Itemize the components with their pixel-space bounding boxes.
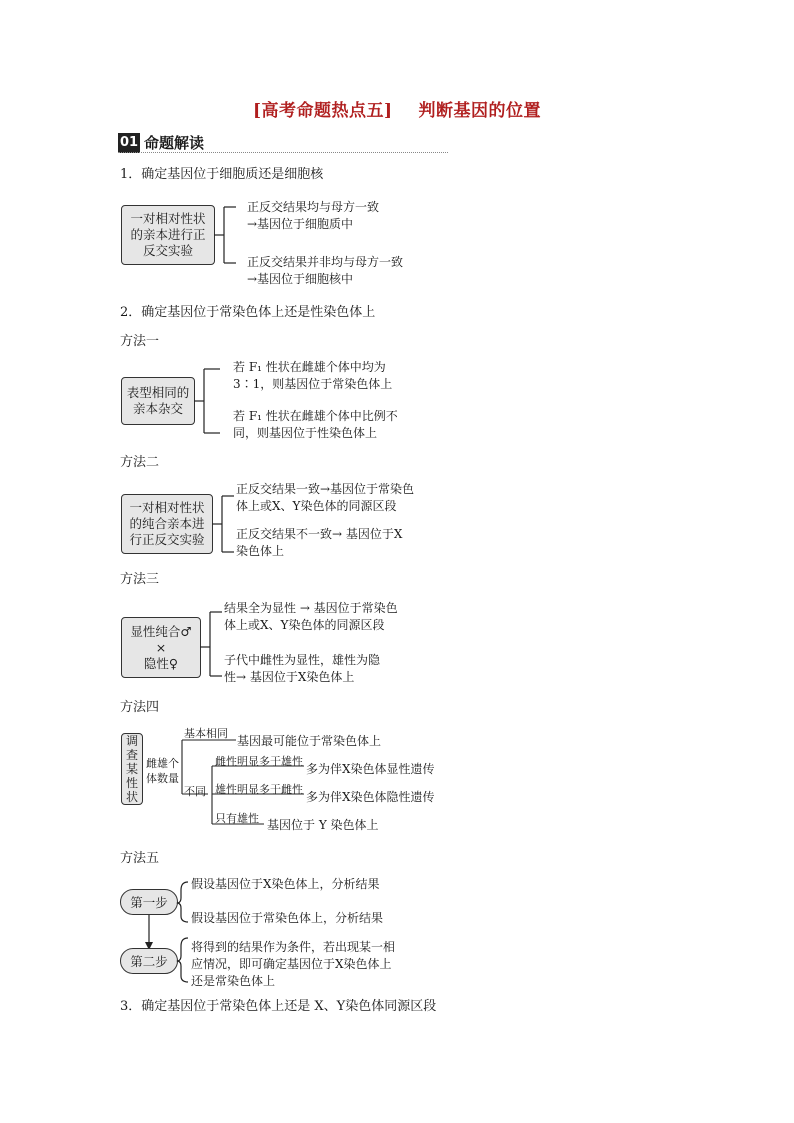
s1-branch1-b: →基因位于细胞质中: [247, 217, 354, 231]
m1-branch2-a: 若 F₁ 性状在雌雄个体中比例不: [233, 409, 398, 423]
m4-count-2: 体数量: [146, 772, 179, 785]
m5-step2: 第二步: [120, 948, 178, 974]
m2-branch2-a: 正反交结果不一致→ 基因位于X: [236, 527, 403, 541]
m3-branch1-a: 结果全为显性 → 基因位于常染色: [224, 601, 398, 615]
m1-branch1-a: 若 F₁ 性状在雌雄个体中均为: [233, 360, 386, 374]
title-bracket: [高考命题热点五]: [252, 101, 393, 121]
section-divider: [118, 152, 448, 153]
s1-branch1-a: 正反交结果均与母方一致: [247, 200, 380, 214]
m4-d1-label: 雌性明显多于雄性: [215, 755, 303, 768]
m4-diff-label: 不同: [184, 785, 206, 798]
method1-label: 方法一: [120, 334, 160, 349]
m3-branch2-b: 性→ 基因位于X染色体上: [224, 670, 355, 684]
heading-2: 2．确定基因位于常染色体上还是性染色体上: [120, 305, 376, 320]
m5-step2-b: 应情况，即可确定基因位于X染色体上: [191, 957, 392, 971]
s1-bracket: [214, 200, 238, 270]
section-label: 命题解读: [144, 134, 205, 152]
m4-same-result: 基因最可能位于常染色体上: [237, 734, 382, 748]
m2-branch2-b: 染色体上: [236, 544, 285, 558]
m4-d2-label: 雄性明显多于雌性: [215, 783, 303, 796]
s1-box: 一对相对性状 的亲本进行正 反交实验: [121, 205, 215, 265]
m4-d3-label: 只有雄性: [215, 812, 259, 825]
m4-count-1: 雌雄个: [146, 757, 179, 770]
m3-bracket: [200, 604, 226, 684]
s1-branch2-a: 正反交结果并非均与母方一致: [247, 255, 404, 269]
m5-step1-a: 假设基因位于X染色体上，分析结果: [191, 877, 380, 891]
m1-bracket: [194, 363, 224, 443]
m2-box: 一对相对性状 的纯合亲本进 行正反交实验: [121, 494, 213, 554]
heading-3: 3．确定基因位于常染色体上还是 X、Y染色体同源区段: [120, 999, 437, 1014]
m2-branch1-a: 正反交结果一致→基因位于常染色: [236, 482, 415, 496]
page-title: [0, 96, 794, 121]
m1-branch1-b: 3∶1，则基因位于常染色体上: [233, 377, 393, 391]
m5-step2-c: 还是常染色体上: [191, 974, 276, 988]
m4-d2-result: 多为伴X染色体隐性遗传: [306, 790, 435, 804]
method5-label: 方法五: [120, 851, 160, 866]
method4-label: 方法四: [120, 700, 160, 715]
m5-step1: 第一步: [120, 889, 178, 915]
method3-label: 方法三: [120, 572, 160, 587]
m2-branch1-b: 体上或X、Y染色体的同源区段: [236, 499, 397, 513]
m2-bracket: [212, 488, 238, 560]
s1-branch2-b: →基因位于细胞核中: [247, 272, 354, 286]
m3-branch2-a: 子代中雌性为显性，雄性为隐: [224, 653, 381, 667]
m4-same-label: 基本相同: [184, 727, 228, 740]
m4-d3-result: 基因位于 Y 染色体上: [267, 818, 379, 832]
m1-branch2-b: 同，则基因位于性染色体上: [233, 426, 378, 440]
m3-box: 显性纯合♂ × 隐性♀: [121, 617, 201, 678]
title-main: 判断基因的位置: [418, 101, 542, 121]
m4-survey-box: 调 查 某 性 状: [121, 733, 143, 805]
m3-branch1-b: 体上或X、Y染色体的同源区段: [224, 618, 385, 632]
heading-1: 1．确定基因位于细胞质还是细胞核: [120, 167, 324, 182]
m5-arrow: [140, 912, 160, 952]
m5-step2-a: 将得到的结果作为条件，若出现某一相: [191, 940, 396, 954]
m1-box: 表型相同的 亲本杂交: [121, 377, 195, 425]
m5-step1-b: 假设基因位于常染色体上，分析结果: [191, 911, 384, 925]
m4-d1-result: 多为伴X染色体显性遗传: [306, 762, 435, 776]
section-number: 01: [118, 133, 140, 153]
method2-label: 方法二: [120, 455, 160, 470]
